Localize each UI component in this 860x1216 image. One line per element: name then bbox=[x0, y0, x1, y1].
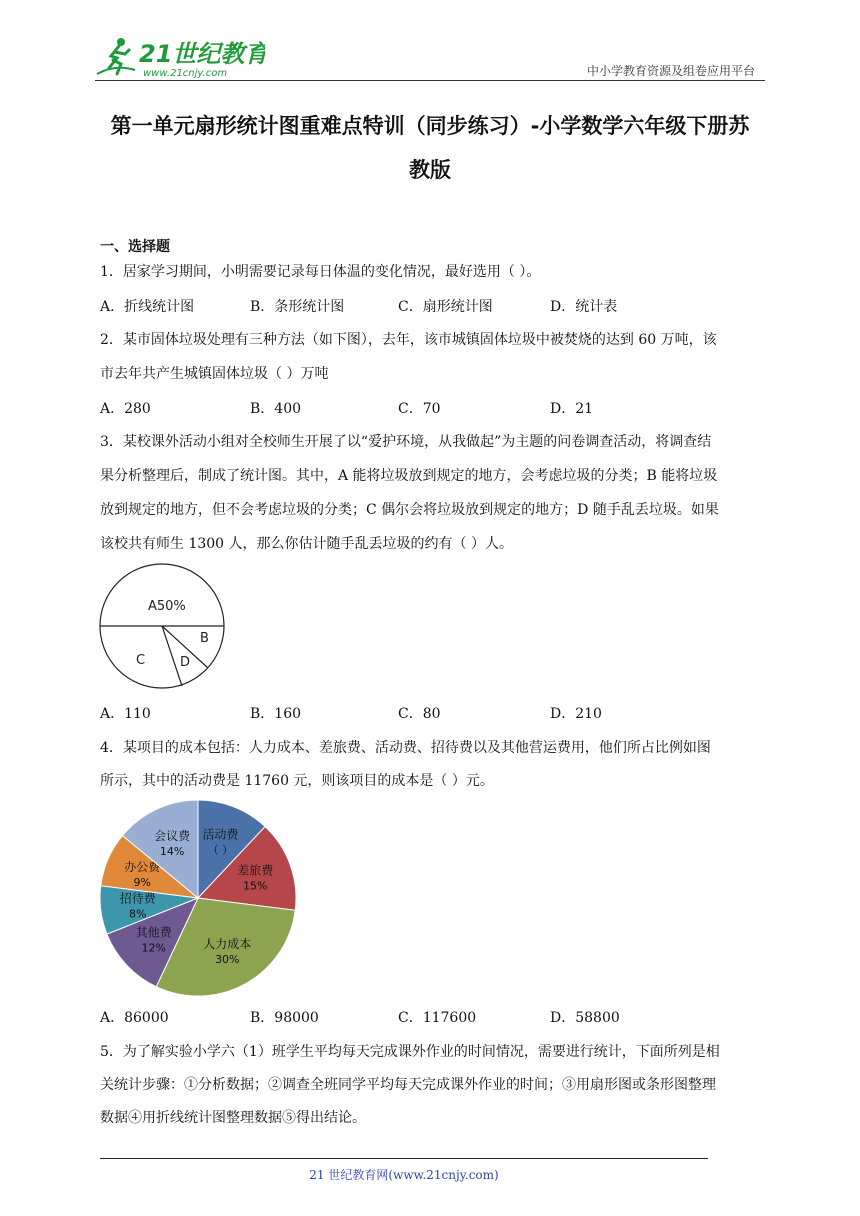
site-logo bbox=[95, 34, 265, 82]
q4-slice-label-2: 人力成本 bbox=[203, 937, 252, 952]
q3-option-c[interactable]: C．80 bbox=[398, 706, 441, 722]
q2-option-c[interactable]: C．70 bbox=[398, 401, 441, 417]
q4-slice-value-4: 8% bbox=[128, 907, 147, 921]
q3-label-c: C bbox=[136, 653, 146, 668]
page-title-line2: 教版 bbox=[409, 158, 451, 182]
q4-pie-chart bbox=[98, 798, 302, 1002]
q4-slice-value-2: 30% bbox=[215, 953, 240, 967]
q4-slice-value-1: 15% bbox=[242, 879, 268, 893]
q4-slice-label-0: 活动费 bbox=[202, 827, 239, 842]
q4-option-b[interactable]: B．98000 bbox=[250, 1010, 319, 1026]
q4-slice-label-4: 招待费 bbox=[119, 891, 156, 906]
q2-text-line1: 2．某市固体垃圾处理有三种方法（如下图），去年，该市城镇固体垃圾中被焚烧的达到 60 万吨，该 bbox=[100, 332, 717, 348]
platform-label: 中小学教育资源及组卷应用平台 bbox=[586, 64, 755, 78]
section-heading: 一、选择题 bbox=[100, 239, 170, 255]
q3-options bbox=[100, 703, 765, 723]
q4-slice-value-6: 14% bbox=[159, 845, 185, 858]
header-divider bbox=[95, 80, 765, 81]
q1-option-a[interactable]: A．折线统计图 bbox=[100, 299, 195, 315]
q3-option-d[interactable]: D．210 bbox=[550, 706, 602, 722]
q4-slice-value-3: 12% bbox=[141, 941, 166, 955]
footer-divider bbox=[100, 1158, 708, 1159]
q3-label-b: B bbox=[200, 631, 209, 646]
q5-text-line3: 数据④用折线统计图整理数据⑤得出结论。 bbox=[100, 1110, 366, 1126]
q4-text-line2: 所示，其中的活动费是 11760 元，则该项目的成本是（ ）元。 bbox=[100, 773, 494, 789]
q2-option-a[interactable]: A．280 bbox=[100, 401, 151, 417]
q3-label-d: D bbox=[180, 655, 191, 670]
q4-options bbox=[100, 1007, 765, 1027]
q4-text-line1: 4．某项目的成本包括：人力成本、差旅费、活动费、招待费以及其他营运费用，他们所占比例如图 bbox=[100, 740, 711, 756]
q4-option-a[interactable]: A．86000 bbox=[100, 1010, 169, 1026]
q1-text: 1．居家学习期间，小明需要记录每日体温的变化情况，最好选用（ ）。 bbox=[100, 264, 541, 280]
q4-slice-value-5: 9% bbox=[133, 875, 151, 889]
q1-options bbox=[100, 296, 765, 316]
q3-label-a: A50% bbox=[148, 599, 186, 614]
q3-option-b[interactable]: B．160 bbox=[250, 706, 302, 722]
q2-option-b[interactable]: B．400 bbox=[250, 401, 302, 417]
footer-link[interactable]: 21 世纪教育网(www.21cnjy.com) bbox=[309, 1168, 499, 1182]
q3-option-a[interactable]: A．110 bbox=[100, 706, 151, 722]
runner-icon bbox=[97, 38, 135, 74]
q4-slice-label-1: 差旅费 bbox=[237, 863, 274, 878]
page-title-line1: 第一单元扇形统计图重难点特训（同步练习）-小学数学六年级下册苏 bbox=[110, 114, 750, 138]
logo-url: www.21cnjy.com bbox=[143, 68, 228, 79]
q5-text-line2: 关统计步骤：①分析数据；②调查全班同学平均每天完成课外作业的时间；③用扇形图或条形图整理 bbox=[100, 1077, 716, 1093]
q3-text-line4: 该校共有师生 1300 人，那么你估计随手乱丢垃圾的约有（ ）人。 bbox=[100, 536, 513, 552]
q4-option-c[interactable]: C．117600 bbox=[398, 1010, 477, 1026]
q2-text-line2: 市去年共产生城镇固体垃圾（ ）万吨 bbox=[100, 366, 329, 382]
q2-option-d[interactable]: D．21 bbox=[550, 401, 594, 417]
q4-option-d[interactable]: D．58800 bbox=[550, 1010, 620, 1026]
q1-option-d[interactable]: D．统计表 bbox=[550, 299, 618, 315]
q3-text-line1: 3．某校课外活动小组对全校师生开展了以“爱护环境，从我做起”为主题的问卷调查活动，将调查结 bbox=[100, 434, 712, 450]
q4-slice-value-0: （ ） bbox=[207, 843, 234, 857]
q2-options bbox=[100, 398, 765, 418]
q1-option-c[interactable]: C．扇形统计图 bbox=[398, 299, 493, 315]
q3-text-line2: 果分析整理后，制成了统计图。其中，A 能将垃圾放到规定的地方，会考虑垃圾的分类；B 能将垃圾 bbox=[100, 468, 718, 484]
q1-option-b[interactable]: B．条形统计图 bbox=[250, 299, 345, 315]
q3-pie-chart bbox=[96, 562, 232, 692]
q3-text-line3: 放到规定的地方，但不会考虑垃圾的分类；C 偶尔会将垃圾放到规定的地方；D 随手乱丢垃圾。如果 bbox=[100, 502, 719, 518]
q4-slice-label-3: 其他费 bbox=[135, 925, 172, 940]
logo-brand: 21世纪教育 bbox=[139, 40, 265, 68]
q4-slice-label-6: 会议费 bbox=[154, 829, 191, 843]
q5-text-line1: 5．为了解实验小学六（1）班学生平均每天完成课外作业的时间情况，需要进行统计，下面所列是相 bbox=[100, 1044, 720, 1060]
q4-slice-label-5: 办公费 bbox=[124, 859, 161, 874]
